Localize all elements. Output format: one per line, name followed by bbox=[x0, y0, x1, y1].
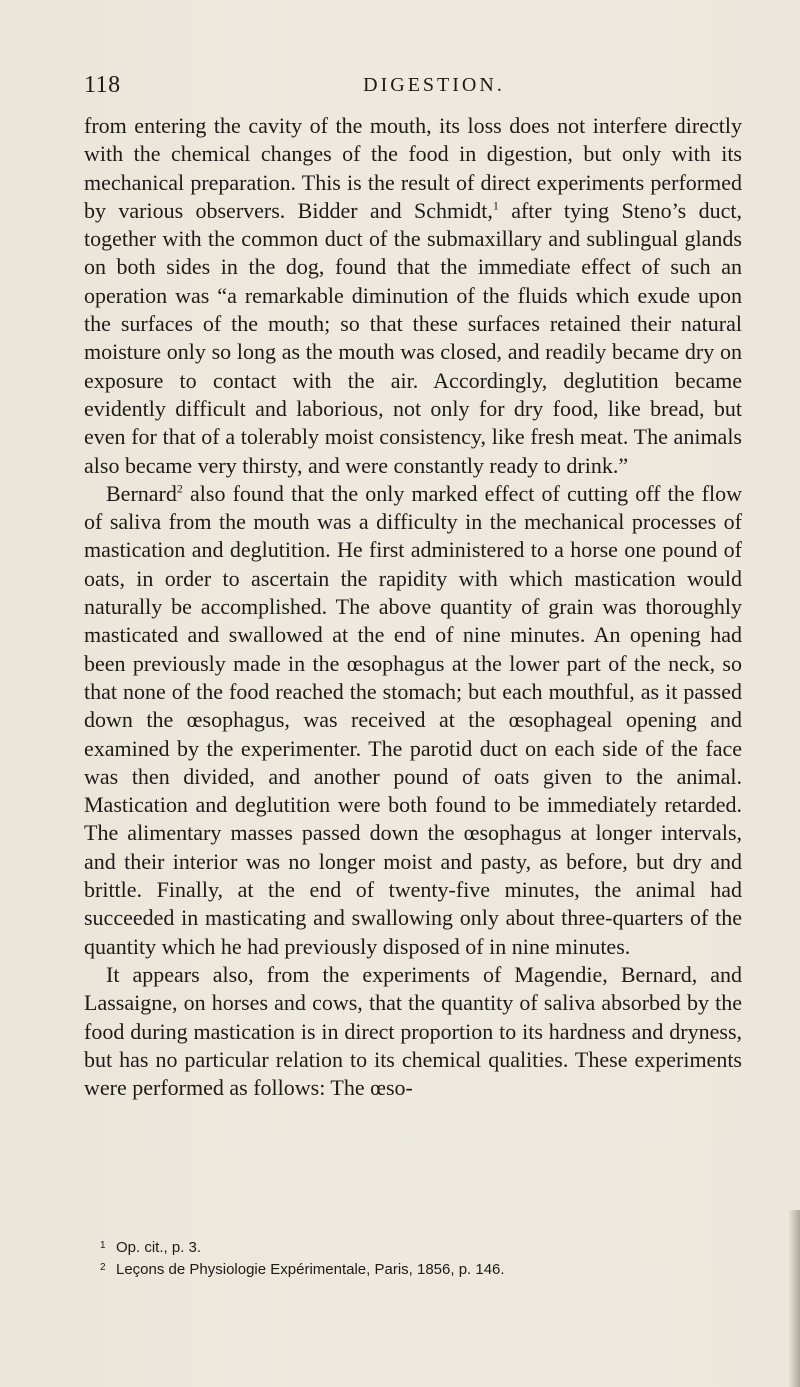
footnote-text: Leçons de Physiologie Expérimentale, Paris, 1856, p. 146. bbox=[116, 1261, 505, 1278]
paragraph bbox=[84, 480, 742, 961]
footnote-text: Op. cit., p. 3. bbox=[116, 1239, 202, 1256]
footnote-reference: 2 bbox=[176, 481, 183, 496]
paragraph bbox=[84, 961, 742, 1102]
footnote-mark: 1 bbox=[100, 1240, 106, 1251]
paragraph-text: from entering the cavity of the mouth, its loss does not interfere directly with the chemical changes of the food in digestion, but only with its mechanical preparation. This is the result of direct experiments performed by various observers. Bidder and Schmidt, bbox=[84, 113, 742, 223]
running-head: DIGESTION. bbox=[363, 74, 505, 96]
paragraph-text: Bernard bbox=[106, 480, 177, 506]
footnote bbox=[100, 1236, 740, 1258]
paragraph-text: also found that the only marked effect of cutting off the flow of saliva from the mouth was a difficulty in the mechanical processes of mastication and deglutition. He first administered to a horse one pound of oats, in order to ascertain the rapidity with which mastication would naturally be accomplished. The above quantity of grain was thoroughly masticated and swallowed at the end of nine minutes. An opening had been previously made in the œsophagus at the lower part of the neck, so that none of the food reached the stomach; but each mouthful, as it passed down the œsophagus, was received at the œsophageal opening and examined by the experimenter. The parotid duct on each side of the face was then divided, and another pound of oats given to the animal. Mastication and deglutition were both found to be immediately retarded. The alimentary masses passed down the œsophagus at longer intervals, and their interior was no longer moist and pasty, as before, but dry and brittle. Finally, at the end of twenty-five minutes, the animal had succeeded in masticating and swallowing only about three-quarters of the quantity which he had previously disposed of in nine minutes. bbox=[84, 480, 742, 959]
body-text bbox=[84, 112, 742, 1102]
paragraph bbox=[84, 112, 742, 480]
paragraph-text: It appears also, from the experiments of Magendie, Bernard, and Lassaigne, on horses and cows, that the quantity of saliva absorbed by the food during mastication is in direct proportion to its hardness and dryness, but has no particular relation to its chemical qualities. These experiments were performed as follows: The œso- bbox=[84, 961, 742, 1101]
page-edge-shadow bbox=[788, 1210, 800, 1387]
footnote bbox=[100, 1258, 740, 1280]
footnote-reference: 1 bbox=[492, 198, 499, 213]
footnote-mark: 2 bbox=[100, 1262, 106, 1273]
page-number: 118 bbox=[84, 72, 121, 98]
footnotes bbox=[100, 1236, 740, 1280]
page-header bbox=[84, 72, 744, 102]
paragraph-text: after tying Steno’s duct, together with the common duct of the submaxillary and sublingual glands on both sides in the dog, found that the immediate effect of such an operation was “a remarkable diminution of the fluids which exude upon the surfaces of the mouth; so that these surfaces retained their natural moisture only so long as the mouth was closed, and readily became dry on exposure to contact with the air. Accordingly, deglutition became evidently difficult and laborious, not only for dry food, like bread, but even for that of a tolerably moist consistency, like fresh meat. The animals also became very thirsty, and were constantly ready to drink.” bbox=[84, 197, 742, 478]
